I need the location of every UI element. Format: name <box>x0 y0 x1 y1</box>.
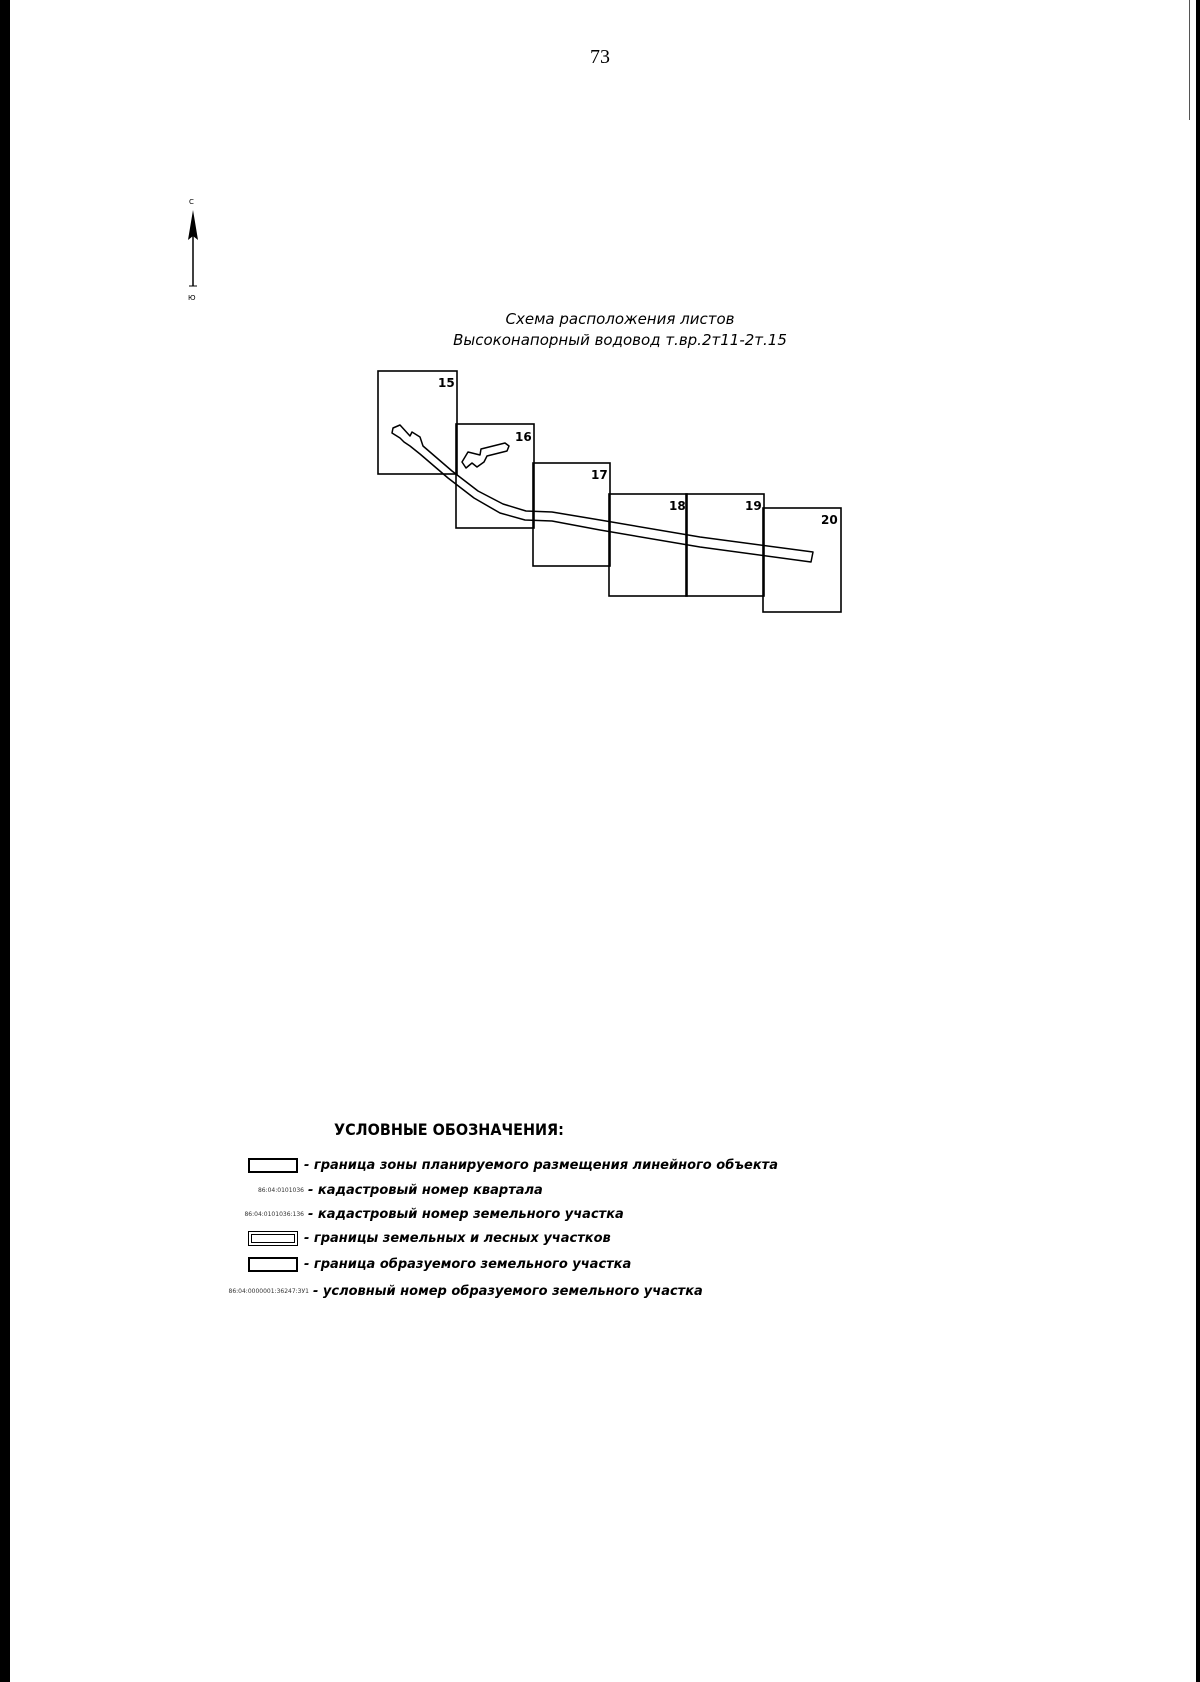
legend-text-parcel-number: - кадастровый номер земельного участка <box>308 1206 624 1222</box>
legend-symbol-formed-parcel-boundary <box>248 1257 298 1272</box>
pipeline-branch <box>462 443 509 468</box>
sheet-label-19: 19 <box>745 499 762 513</box>
legend-text-quarter-number: - кадастровый номер квартала <box>308 1182 543 1198</box>
legend-row-quarter-number <box>204 1180 543 1200</box>
legend-heading: УСЛОВНЫЕ ОБОЗНАЧЕНИЯ: <box>334 1120 564 1139</box>
scheme-title-line2: Высоконапорный водовод т.вр.2т11-2т.15 <box>453 331 787 349</box>
legend-text-formed-parcel-boundary: - граница образуемого земельного участка <box>304 1256 632 1272</box>
legend-symbol-zone-boundary <box>248 1158 298 1173</box>
compass-north-label: С <box>189 198 194 206</box>
legend-row-formed-parcel-boundary <box>248 1254 631 1274</box>
legend-sample-parcel-number: 86:04:0101036:136 <box>244 1210 304 1218</box>
legend-sample-conditional-number: 86:04:0000001:36247:ЗУ1 <box>228 1287 309 1295</box>
sheet-label-16: 16 <box>515 430 532 444</box>
sheet-label-20: 20 <box>821 513 838 527</box>
legend-row-zone-boundary <box>248 1155 778 1175</box>
sheet-label-15: 15 <box>438 376 455 390</box>
legend-text-conditional-number: - условный номер образуемого земельного участка <box>313 1283 703 1299</box>
sheet-label-18: 18 <box>669 499 686 513</box>
legend-text-land-forest-boundary: - границы земельных и лесных участков <box>304 1230 611 1246</box>
legend-row-parcel-number <box>204 1204 624 1224</box>
legend-symbol-land-forest-boundary <box>248 1231 298 1246</box>
compass-south-label: Ю <box>188 294 196 302</box>
legend-row-land-forest-boundary <box>248 1228 611 1248</box>
scheme-title-line1: Схема расположения листов <box>505 310 735 328</box>
legend-sample-quarter-number: 86:04:0101036 <box>257 1186 304 1194</box>
legend-row-conditional-number <box>204 1281 703 1301</box>
sheet-label-17: 17 <box>591 468 608 482</box>
page-number: 73 <box>590 46 610 68</box>
legend-text-zone-boundary: - граница зоны планируемого размещения линейного объекта <box>304 1157 778 1173</box>
